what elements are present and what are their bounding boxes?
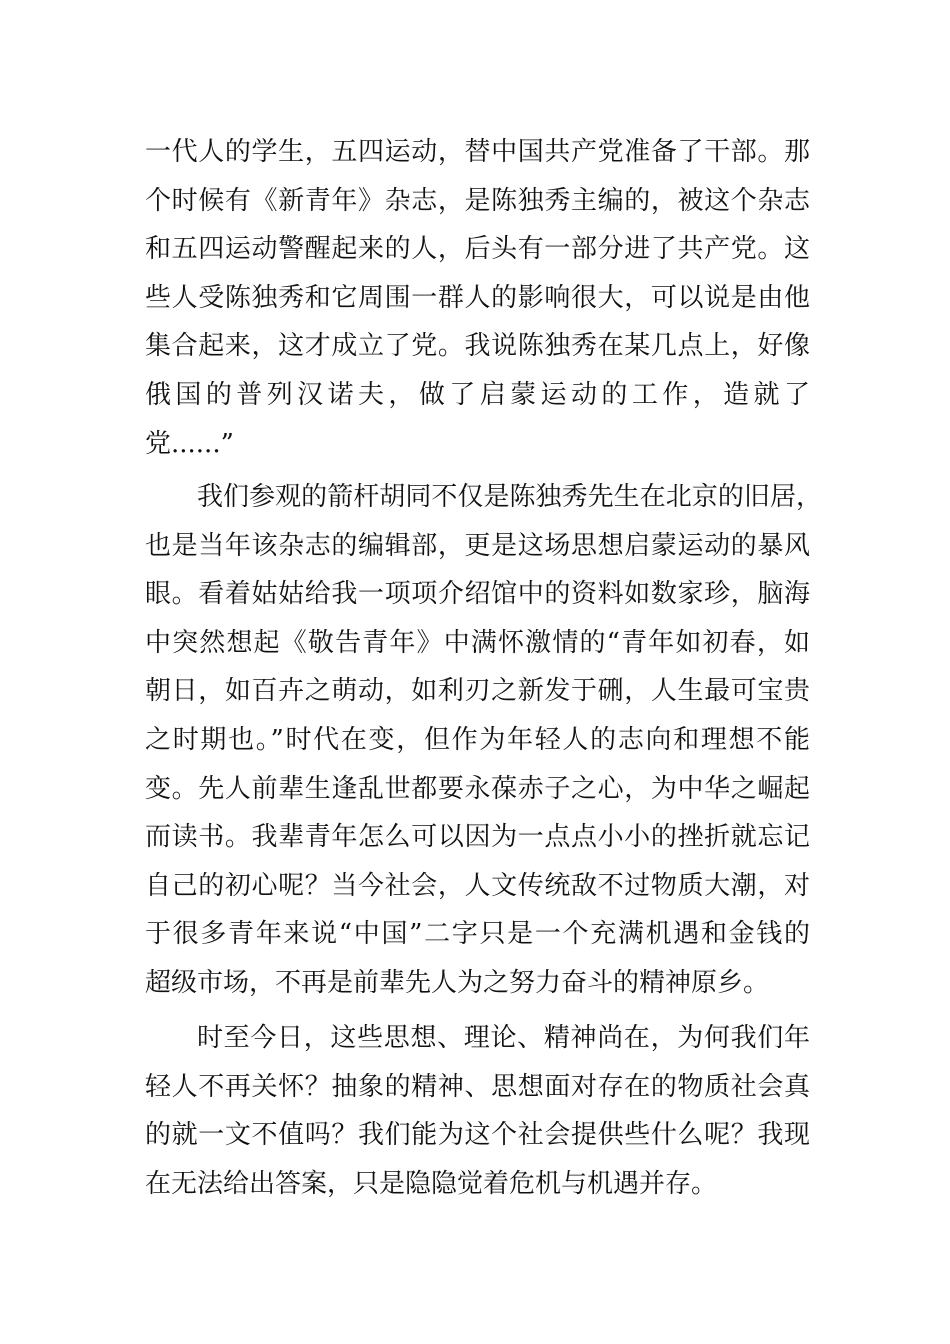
text-line: 我们参观的箭杆胡同不仅是陈独秀先生在北京的旧居， (197, 482, 822, 512)
text-line: 和五四运动警醒起来的人，后头有一部分进了共产党。这 (145, 234, 810, 265)
text-line: 于很多青年来说“中国”二字只是一个充满机遇和金钱的 (145, 919, 810, 950)
text-line: 也是当年该杂志的编辑部，更是这场思想启蒙运动的暴风 (145, 530, 810, 561)
text-line: 自己的初心呢？当今社会，人文传统敌不过物质大潮，对 (145, 870, 810, 901)
text-line: 眼。看着姑姑给我一项项介绍馆中的资料如数家珍，脑海 (145, 579, 810, 610)
text-line: 集合起来，这才成立了党。我说陈独秀在某几点上，好像 (145, 331, 810, 362)
text-line: 超级市场，不再是前辈先人为之努力奋斗的精神原乡。 (145, 967, 770, 998)
text-line: 些人受陈独秀和它周围一群人的影响很大，可以说是由他 (145, 282, 810, 313)
text-line: 一代人的学生，五四运动，替中国共产党准备了干部。那 (145, 137, 810, 167)
text-line: 俄国的普列汉诺夫，做了启蒙运动的工作，造就了 (145, 379, 810, 410)
text-line: 而读书。我辈青年怎么可以因为一点点小小的挫折就忘记 (145, 822, 810, 853)
paragraph-today (145, 1014, 810, 1208)
text-line: 在无法给出答案，只是隐隐觉着危机与机遇并存。 (145, 1168, 718, 1199)
text-line: 中突然想起《敬告青年》中满怀激情的“青年如初春，如 (145, 627, 810, 658)
text-line: 的就一文不值吗？我们能为这个社会提供些什么呢？我现 (145, 1120, 810, 1151)
text-line: 党......” (145, 428, 234, 459)
text-line: 时至今日，这些思想、理论、精神尚在，为何我们年 (197, 1023, 810, 1053)
text-line: 之时期也。”时代在变，但作为年轻人的志向和理想不能 (145, 724, 810, 755)
paragraph-visit (145, 473, 822, 1008)
text-line: 变。先人前辈生逢乱世都要永葆赤子之心，为中华之崛起 (145, 773, 810, 804)
paragraph-continued (145, 128, 810, 468)
text-line: 朝日，如百卉之萌动，如利刃之新发于硎，人生最可宝贵 (145, 676, 810, 707)
text-line: 个时候有《新青年》杂志，是陈独秀主编的，被这个杂志 (145, 185, 810, 216)
text-line: 轻人不再关怀？抽象的精神、思想面对存在的物质社会真 (145, 1071, 810, 1102)
